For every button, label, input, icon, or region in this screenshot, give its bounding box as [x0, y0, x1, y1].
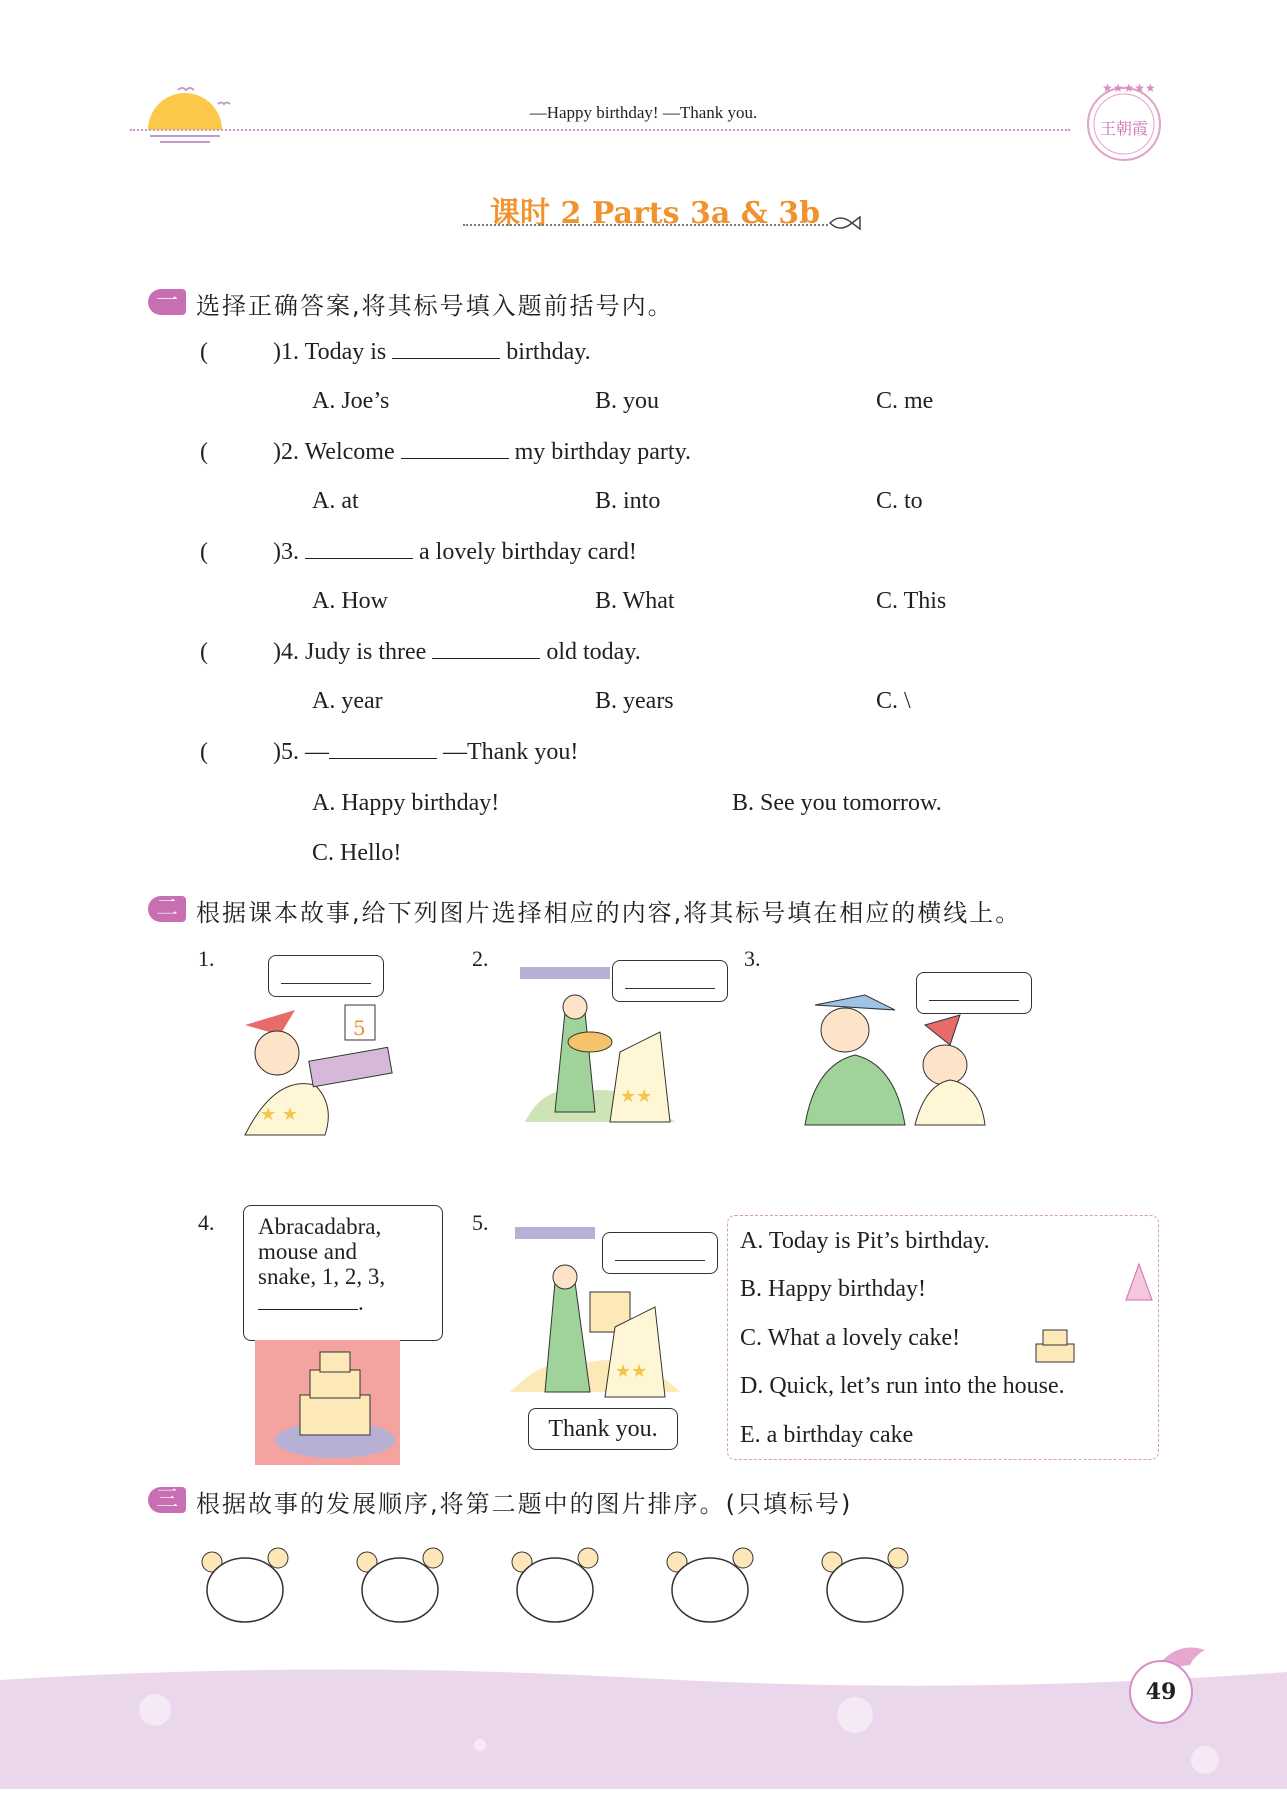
option: A. How	[312, 588, 388, 614]
answer-blank[interactable]	[401, 438, 509, 459]
answer-blank[interactable]	[392, 338, 500, 359]
section-badge-1: 一	[148, 289, 186, 315]
section-badge-2: 二	[148, 896, 186, 922]
picture-number-1: 1.	[198, 946, 215, 971]
question-4: ( )4. Judy is three old today.	[200, 639, 641, 665]
picture-4-magic-cake	[255, 1340, 400, 1465]
svg-text:★★: ★★	[615, 1361, 648, 1382]
option: C. This	[876, 588, 947, 614]
section-2-instruction: 根据课本故事,给下列图片选择相应的内容,将其标号填在相应的横线上。	[196, 899, 1022, 927]
question-5: ( )5. — —Thank you!	[200, 739, 579, 765]
answer-blank[interactable]	[258, 1289, 358, 1310]
section-3-instruction: 根据故事的发展顺序,将第二题中的图片排序。(只填标号)	[196, 1490, 853, 1518]
answer-blank[interactable]	[305, 538, 413, 559]
option: A. Happy birthday!	[312, 790, 500, 816]
question-1: ( )1. Today is birthday.	[200, 339, 591, 365]
picture-3-witches-surprised	[785, 985, 995, 1130]
section-1-instruction: 选择正确答案,将其标号填入题前括号内。	[196, 292, 674, 320]
question-2: ( )2. Welcome my birthday party.	[200, 439, 692, 465]
fish-icon	[826, 212, 862, 238]
option-b: B. Happy birthday!	[740, 1276, 926, 1302]
option: C. \	[876, 688, 911, 714]
option: C. to	[876, 488, 923, 514]
picture-1-witch-with-calendar	[225, 995, 405, 1145]
header-text: —Happy birthday! —Thank you.	[529, 103, 758, 122]
options-box	[727, 1215, 1159, 1460]
option: B. See you tomorrow.	[732, 790, 942, 816]
option: B. What	[595, 588, 675, 614]
svg-text:5: 5	[353, 1016, 366, 1040]
speech-bubble-1[interactable]	[268, 955, 384, 997]
option-e: E. a birthday cake	[740, 1422, 914, 1448]
option: A. Joe’s	[312, 388, 390, 414]
answer-bear-1[interactable]	[200, 1546, 290, 1624]
spell-line-2: mouse and	[258, 1239, 358, 1264]
caption-5-text: Thank you.	[548, 1416, 658, 1442]
option-c: C. What a lovely cake!	[740, 1325, 961, 1351]
party-hat-icon	[1124, 1262, 1154, 1306]
question-3: ( )3. a lovely birthday card!	[200, 539, 637, 565]
svg-text:★ ★: ★ ★	[260, 1104, 298, 1125]
answer-bear-2[interactable]	[355, 1546, 445, 1624]
answer-bear-3[interactable]	[510, 1546, 600, 1624]
option: B. years	[595, 688, 674, 714]
option-d: D. Quick, let’s run into the house.	[740, 1373, 1065, 1399]
page-number: 49	[1129, 1660, 1193, 1724]
picture-number-2: 2.	[472, 946, 489, 971]
header-divider	[130, 129, 1070, 131]
spell-line-1: Abracadabra,	[258, 1214, 382, 1239]
picture-number-5: 5.	[472, 1210, 489, 1235]
picture-2-witches-with-cake-in-rain	[515, 962, 685, 1132]
option: C. me	[876, 388, 934, 414]
option: A. at	[312, 488, 359, 514]
logo-seal	[1082, 78, 1166, 162]
caption-box-5	[528, 1408, 678, 1450]
option: B. you	[595, 388, 660, 414]
speech-bubble-4: Abracadabra, mouse and snake, 1, 2, 3, .	[243, 1205, 443, 1341]
picture-number-4: 4.	[198, 1210, 215, 1235]
answer-bear-4[interactable]	[665, 1546, 755, 1624]
answer-blank[interactable]	[329, 738, 437, 759]
svg-text:★★: ★★	[620, 1086, 653, 1107]
cake-icon	[1030, 1322, 1080, 1372]
picture-number-3: 3.	[744, 946, 761, 971]
spell-line-3: snake, 1, 2, 3,	[258, 1264, 386, 1289]
option: C. Hello!	[312, 840, 402, 866]
option: B. into	[595, 488, 661, 514]
picture-5-witches-with-cake	[505, 1222, 685, 1407]
svg-text:★★★★★: ★★★★★	[1102, 81, 1156, 95]
option: A. year	[312, 688, 383, 714]
answer-blank[interactable]	[432, 638, 540, 659]
title-underline	[463, 224, 828, 226]
footer-wave	[0, 1660, 1287, 1789]
logo-text: 王朝霞	[1099, 119, 1148, 138]
section-badge-3: 三	[148, 1487, 186, 1513]
option-a: A. Today is Pit’s birthday.	[740, 1228, 990, 1254]
lesson-title: 课时 2 Parts 3a & 3b	[490, 196, 821, 231]
answer-bear-5[interactable]	[820, 1546, 910, 1624]
